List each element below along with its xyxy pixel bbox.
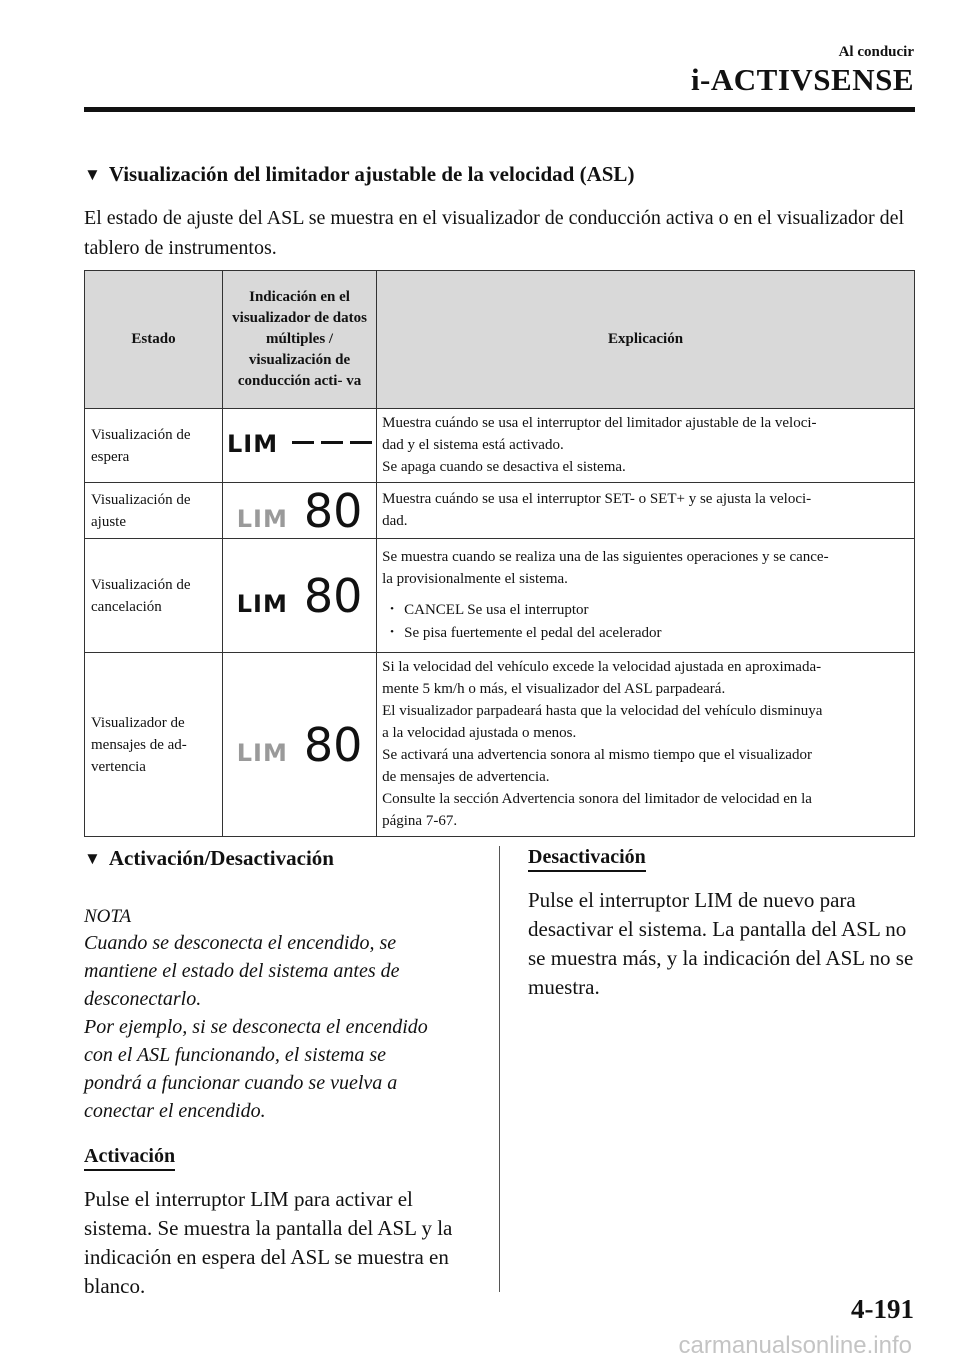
row-state: Visualización de ajuste [85, 483, 223, 539]
column-divider [499, 846, 500, 1292]
table-row [85, 653, 915, 837]
deactivation-text: Pulse el interruptor LIM de nuevo para desactivar el sistema. La pantalla del ASL no se muestra más, y la indicación del ASL no se muestra. [528, 888, 914, 999]
list-item: • CANCEL Se usa el interruptor [390, 598, 909, 621]
chapter-title: i-ACTIVSENSE [690, 62, 914, 97]
row-state: Visualización de cancelación [85, 539, 223, 653]
note-text: Cuando se desconecta el encendido, se mantiene el estado del sistema antes de desconectarlo. Por ejemplo, si se desconecta el encendido con el ASL funcionando, el sistema se pondrá a funcionar cuando se vuelva a conectar el encendido. [84, 932, 428, 1122]
lim-label: LIM [227, 429, 279, 458]
right-column [528, 846, 918, 1002]
triangle-down-icon: ▼ [84, 165, 101, 184]
page-number: 4-191 [851, 1294, 914, 1324]
speed-value-blinking: 80 [303, 717, 363, 772]
lim-warning-display [223, 653, 377, 837]
table-row [85, 409, 915, 483]
row-explanation: Muestra cuándo se usa el interruptor SET- o SET+ y se ajusta la veloci- dad. [377, 483, 915, 539]
lim-label: LIM [236, 504, 288, 533]
note-heading: NOTA [84, 906, 132, 927]
header-display: Indicación en el visualizador de datos múltiples / visualización de conducción acti- va [223, 271, 377, 409]
watermark: carmanualsonline.info [678, 1332, 912, 1359]
bullet-list [382, 598, 909, 644]
section-intro: El estado de ajuste del ASL se muestra en el visualizador de conducción activa o en el visualizador del tablero de instrumentos. [84, 207, 905, 259]
table-row [85, 483, 915, 539]
row-state: Visualizador de mensajes de ad- vertencia [85, 653, 223, 837]
standby-dashes-icon [292, 441, 372, 444]
row-state: Visualización de espera [85, 409, 223, 483]
speed-value: 80 [303, 568, 363, 623]
lim-label: LIM [236, 589, 288, 618]
section-title [84, 162, 634, 187]
row-explanation: Se muestra cuando se realiza una de las siguientes operaciones y se cance- la provisionalmente el sistema. • CANCEL Se usa el interruptor • Se pisa fuertemente el pedal del acelerador [377, 539, 915, 653]
left-column [84, 846, 479, 1301]
lim-label: LIM [236, 738, 288, 767]
lim-cancel-display [223, 539, 377, 653]
chapter-label: Al conducir [838, 44, 914, 60]
asl-display-table [84, 270, 915, 837]
list-item: • Se pisa fuertemente el pedal del acelerador [390, 621, 909, 644]
header-explanation: Explicación [377, 271, 915, 409]
lim-standby-display [223, 409, 377, 483]
activation-section-title: ▼ Activación/Desactivación [84, 846, 334, 870]
lim-set-display [223, 483, 377, 539]
activation-text: Pulse el interruptor LIM para activar el sistema. Se muestra la pantalla del ASL y la indicación en espera del ASL se muestra en blanco. [84, 1187, 453, 1298]
header-state: Estado [85, 271, 223, 409]
section-title-text: Visualización del limitador ajustable de la velocidad (ASL) [108, 162, 635, 186]
row-explanation: Si la velocidad del vehículo excede la velocidad ajustada en aproximada- mente 5 km/h o más, el visualizador del ASL parpadeará. El visualizador parpadeará hasta que la velocidad del vehículo disminuya a la velocidad ajustada o menos. Se activará una advertencia sonora al mismo tiempo que el visualizador de mensajes de advertencia. Consulte la sección Advertencia sonora del limitador de velocidad en la página 7-67. [377, 653, 915, 837]
speed-value: 80 [303, 483, 363, 538]
triangle-down-icon: ▼ [84, 849, 101, 868]
row-explanation: Muestra cuándo se usa el interruptor del limitador ajustable de la veloci- dad y el sistema está activado. Se apaga cuando se desactiva el sistema. [377, 409, 915, 483]
deactivation-heading: Desactivación [528, 846, 646, 872]
activation-heading: Activación [84, 1145, 175, 1171]
header-rule [84, 107, 915, 112]
table-row [85, 539, 915, 653]
